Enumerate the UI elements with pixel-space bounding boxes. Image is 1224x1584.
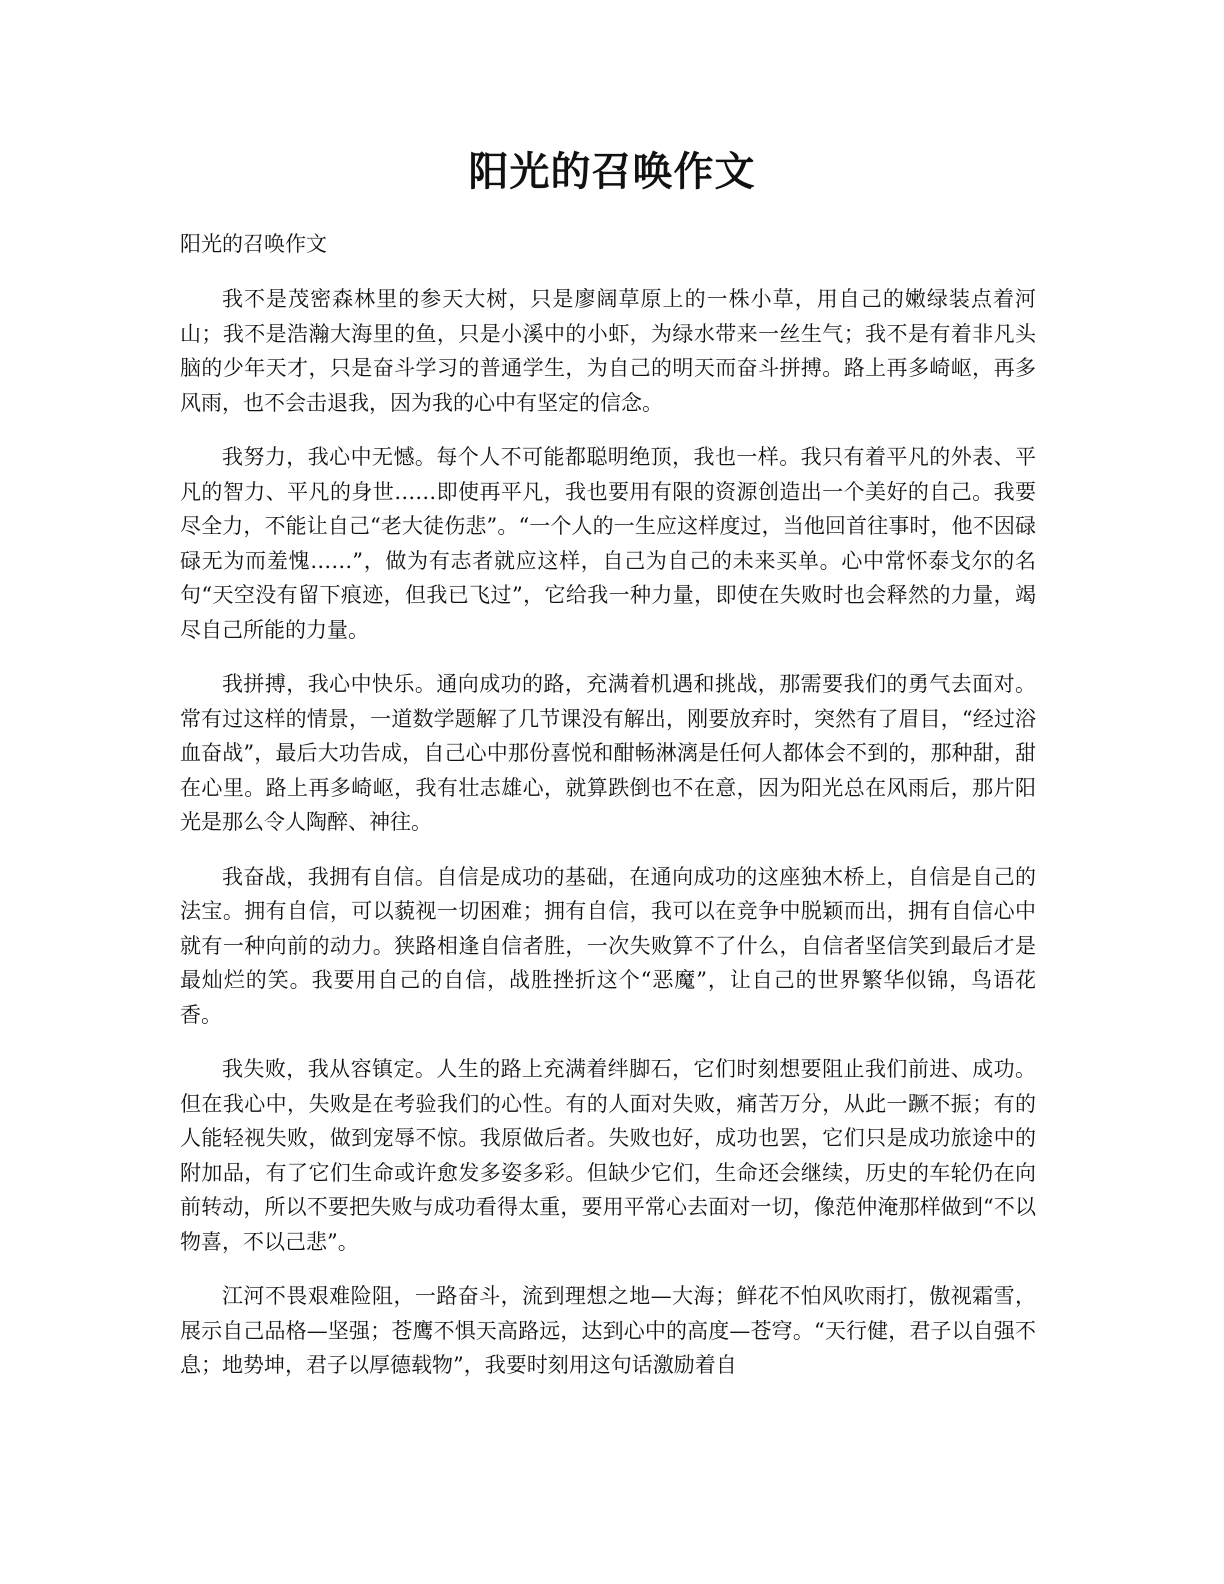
paragraph-2: 我努力，我心中无憾。每个人不可能都聪明绝顶，我也一样。我只有着平凡的外表、平凡的智力、平凡的身世……即使再平凡，我也要用有限的资源创造出一个美好的自己。我要尽全力，不能让自己“老大徒伤悲”。“一个人的一生应这样度过，当他回首往事时，他不因碌碌无为而羞愧……”，做为有志者就应这样，自己为自己的未来买单。心中常怀泰戈尔的名句“天空没有留下痕迹，但我已飞过”，它给我一种力量，即使在失败时也会释然的力量，竭尽自己所能的力量。 (180, 445, 1036, 642)
paragraph-4: 我奋战，我拥有自信。自信是成功的基础，在通向成功的这座独木桥上，自信是自己的法宝。拥有自信，可以藐视一切困难；拥有自信，我可以在竞争中脱颖而出，拥有自信心中就有一种向前的动力。狭路相逢自信者胜，一次失败算不了什么，自信者坚信笑到最后才是最灿烂的笑。我要用自己的自信，战胜挫折这个“恶魔”，让自己的世界繁华似锦，鸟语花香。 (180, 864, 1036, 1027)
paragraph-5: 我失败，我从容镇定。人生的路上充满着绊脚石，它们时刻想要阻止我们前进、成功。但在我心中，失败是在考验我们的心性。有的人面对失败，痛苦万分，从此一蹶不振；有的人能轻视失败，做到宠辱不惊。我原做后者。失败也好，成功也罢，它们只是成功旅途中的附加品，有了它们生命或许愈发多姿多彩。但缺少它们，生命还会继续，历史的车轮仍在向前转动，所以不要把失败与成功看得太重，要用平常心去面对一切，像范仲淹那样做到“不以物喜，不以己悲”。 (180, 1057, 1036, 1254)
paragraph-1: 我不是茂密森林里的参天大树，只是廖阔草原上的一株小草，用自己的嫩绿装点着河山；我不是浩瀚大海里的鱼，只是小溪中的小虾，为绿水带来一丝生气；我不是有着非凡头脑的少年天才，只是奋斗学习的普通学生，为自己的明天而奋斗拼搏。路上再多崎岖，再多风雨，也不会击退我，因为我的心中有坚定的信念。 (180, 287, 1036, 415)
document-title: 阳光的召唤作文 (468, 148, 756, 195)
document-body (180, 282, 1036, 1403)
paragraph-6: 江河不畏艰难险阻，一路奋斗，流到理想之地—大海；鲜花不怕风吹雨打，傲视霜雪，展示自己品格—坚强；苍鹰不惧天高路远，达到心中的高度—苍穹。“天行健，君子以自强不息；地势坤，君子以厚德载物”，我要时刻用这句话激励着自 (180, 1284, 1036, 1377)
paragraph-3: 我拼搏，我心中快乐。通向成功的路，充满着机遇和挑战，那需要我们的勇气去面对。常有过这样的情景，一道数学题解了几节课没有解出，刚要放弃时，突然有了眉目，“经过浴血奋战”，最后大功告成，自己心中那份喜悦和酣畅淋漓是任何人都体会不到的，那种甜，甜在心里。路上再多崎岖，我有壮志雄心，就算跌倒也不在意，因为阳光总在风雨后，那片阳光是那么令人陶醉、神往。 (180, 672, 1036, 834)
document-subtitle: 阳光的召唤作文 (180, 232, 327, 256)
